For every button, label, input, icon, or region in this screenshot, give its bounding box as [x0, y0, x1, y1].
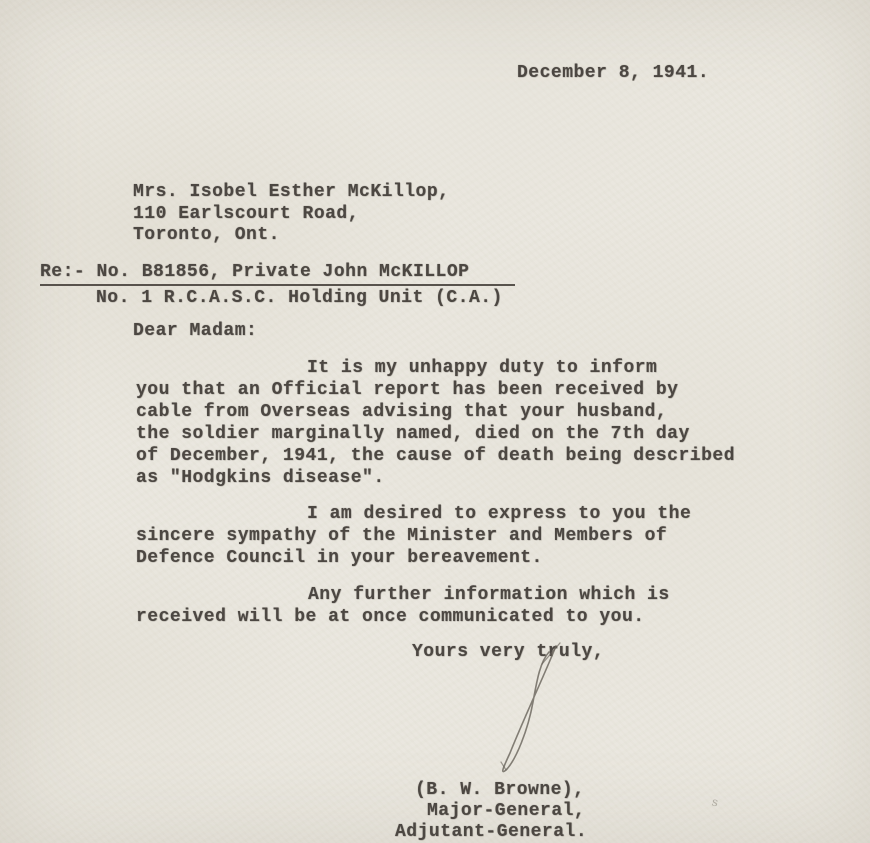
paragraph-1-line-5: of December, 1941, the cause of death being described: [136, 446, 735, 466]
signature-name: (B. W. Browne),: [415, 780, 585, 800]
recipient-city: Toronto, Ont.: [133, 225, 280, 245]
closing-line: Yours very truly,: [412, 642, 605, 662]
subject-line-2: No. 1 R.C.A.S.C. Holding Unit (C.A.): [96, 288, 503, 308]
recipient-name: Mrs. Isobel Esther McKillop,: [133, 182, 450, 202]
paragraph-1-line-2: you that an Official report has been received by: [136, 380, 679, 400]
paragraph-2-line-1: I am desired to express to you the: [307, 504, 692, 524]
signature-title: Adjutant-General.: [395, 822, 588, 842]
date-line: December 8, 1941.: [517, 63, 710, 83]
paragraph-2-line-2: sincere sympathy of the Minister and Members of: [136, 526, 668, 546]
salutation: Dear Madam:: [133, 321, 258, 341]
subject-line-1-text: Re:- No. B81856, Private John McKILLOP: [40, 261, 515, 286]
handwritten-signature-icon: [470, 638, 590, 778]
signature-rank: Major-General,: [427, 801, 586, 821]
recipient-street: 110 Earlscourt Road,: [133, 204, 360, 224]
subject-line-1: [40, 261, 515, 286]
paragraph-1-line-1: It is my unhappy duty to inform: [307, 358, 658, 378]
paragraph-1-line-3: cable from Overseas advising that your husband,: [136, 402, 668, 422]
paragraph-1-line-6: as "Hodgkins disease".: [136, 468, 385, 488]
pencil-smudge-mark: s: [710, 794, 720, 810]
paragraph-2-line-3: Defence Council in your bereavement.: [136, 548, 543, 568]
paragraph-3-line-1: Any further information which is: [308, 585, 670, 605]
paragraph-3-line-2: received will be at once communicated to you.: [136, 607, 645, 627]
paragraph-1-line-4: the soldier marginally named, died on the 7th day: [136, 424, 690, 444]
